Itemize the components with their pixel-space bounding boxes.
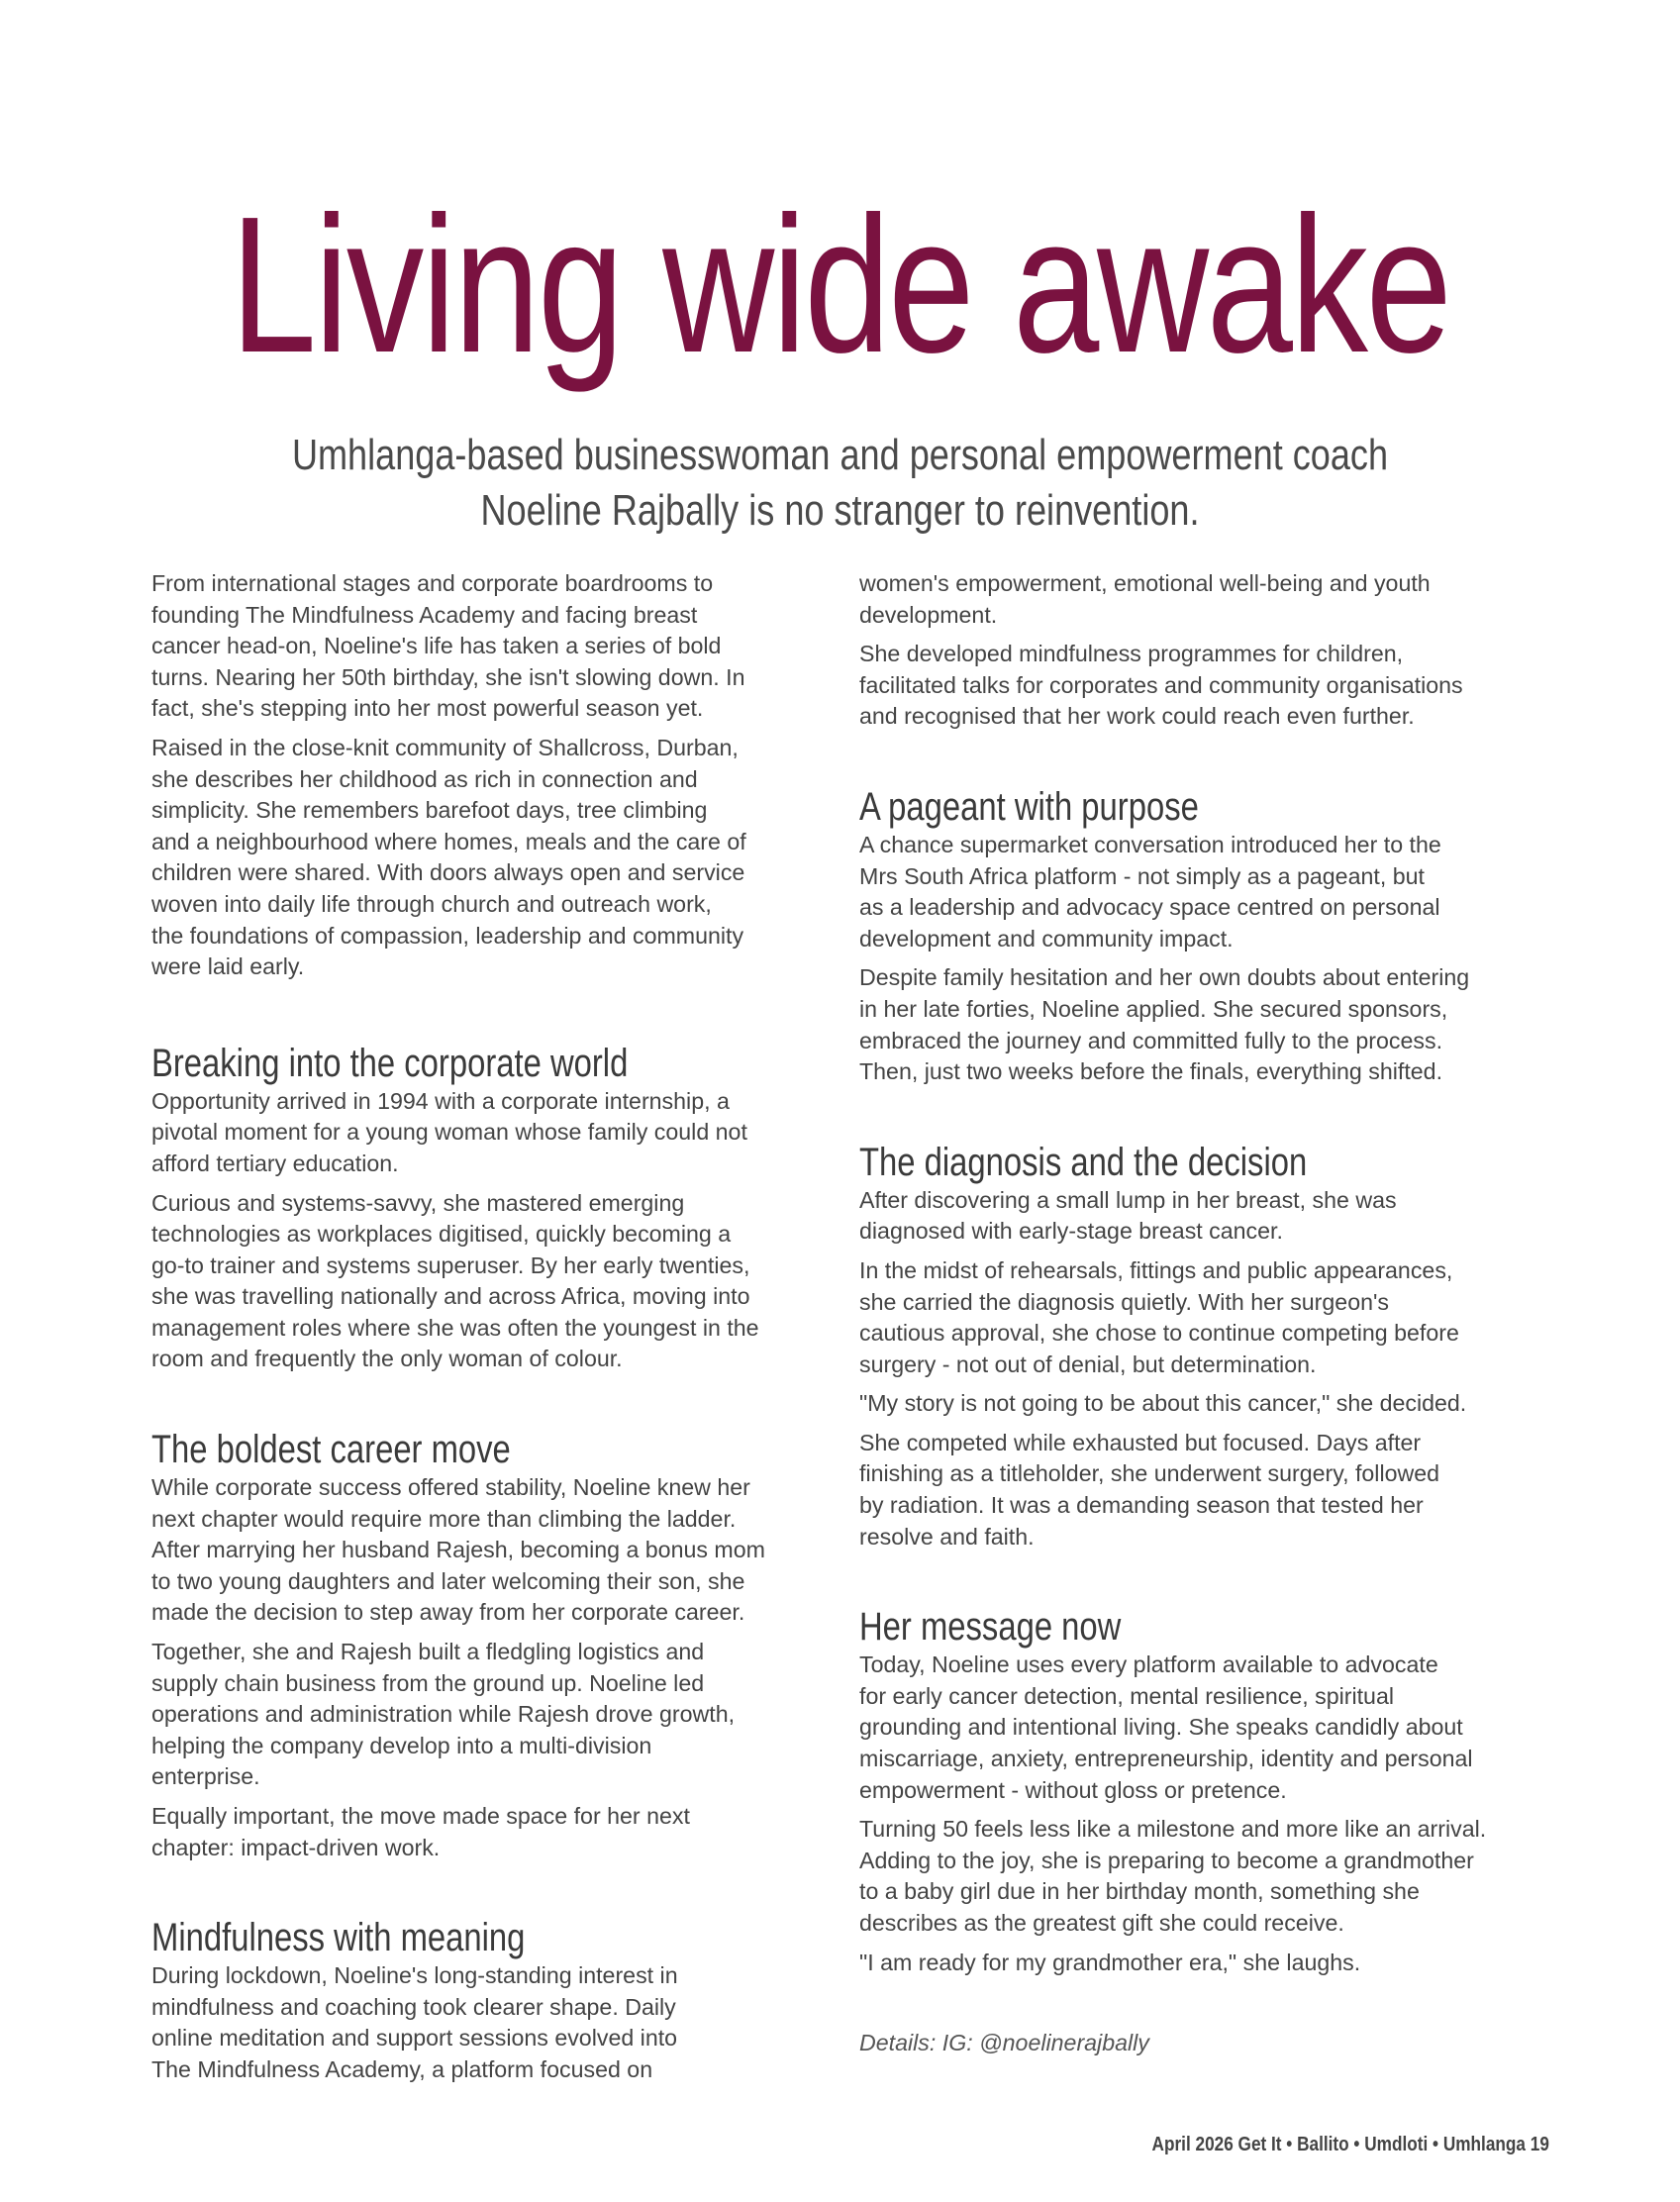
text-line: simplicity. She remembers barefoot days, tree climbing	[151, 797, 708, 824]
text-line: and a neighbourhood where homes, meals and the care of	[151, 828, 746, 854]
text-line: describes as the greatest gift she could receive.	[859, 1910, 1344, 1936]
text-line: go-to trainer and systems superuser. By her early twenties,	[151, 1251, 750, 1278]
text-line: enterprise.	[151, 1763, 260, 1790]
text-line: While corporate success offered stability, Noeline knew her	[151, 1474, 750, 1501]
article-subtitle	[151, 428, 1530, 539]
text-line: Equally important, the move made space for her next	[151, 1803, 690, 1829]
text-line: to a baby girl due in her birthday month, something she	[859, 1878, 1420, 1905]
subtitle-line: Noeline Rajbally is no stranger to reinvention.	[480, 486, 1200, 535]
text-line: From international stages and corporate boardrooms to	[151, 570, 714, 596]
text-line: "My story is not going to be about this cancer," she decided.	[859, 1390, 1467, 1417]
page-footer: April 2026 Get It • Ballito • Umdloti • Umhlanga 19	[1151, 2134, 1549, 2155]
text-line: development.	[859, 601, 998, 628]
text-line: During lockdown, Noeline's long-standing interest in	[151, 1962, 678, 1989]
text-line: mindfulness and coaching took clearer shape. Daily	[151, 1993, 676, 2020]
text-line: fact, she's stepping into her most powerful season yet.	[151, 695, 704, 722]
paragraph	[151, 568, 835, 725]
paragraph	[151, 1637, 835, 1793]
section-heading-message: Her message now	[859, 1605, 1122, 1650]
text-line: room and frequently the only woman of colour.	[151, 1346, 623, 1372]
text-line: women's empowerment, emotional well-being and youth	[859, 570, 1431, 596]
text-line: She competed while exhausted but focused. Days after	[859, 1429, 1422, 1455]
text-line: she was travelling nationally and across Africa, moving into	[151, 1283, 750, 1310]
text-line: management roles where she was often the youngest in the	[151, 1314, 759, 1341]
text-line: online meditation and support sessions evolved into	[151, 2025, 678, 2052]
paragraph	[859, 962, 1542, 1087]
text-line: supply chain business from the ground up. Noeline led	[151, 1669, 705, 1696]
text-line: the foundations of compassion, leadership and community	[151, 922, 744, 949]
paragraph	[151, 1188, 835, 1376]
paragraph	[859, 1185, 1542, 1248]
text-line: Mrs South Africa platform - not simply as a pageant, but	[859, 862, 1425, 889]
text-line: A chance supermarket conversation introduced her to the	[859, 831, 1441, 857]
text-line: next chapter would require more than climbing the ladder.	[151, 1505, 737, 1532]
text-line: development and community impact.	[859, 925, 1234, 951]
section-heading-corporate: Breaking into the corporate world	[151, 1041, 629, 1085]
text-line: Turning 50 feels less like a milestone and more like an arrival.	[859, 1816, 1487, 1843]
text-line: founding The Mindfulness Academy and facing breast	[151, 601, 698, 628]
right-column	[859, 568, 1542, 2067]
paragraph	[859, 1814, 1542, 1939]
text-line: miscarriage, anxiety, entrepreneurship, identity and personal	[859, 1746, 1473, 1772]
text-line: by radiation. It was a demanding season that tested her	[859, 1492, 1424, 1519]
paragraph	[151, 1960, 835, 2085]
text-line: were laid early.	[151, 953, 305, 980]
text-line: She developed mindfulness programmes for children,	[859, 641, 1404, 667]
quote-paragraph	[859, 1948, 1542, 1979]
text-line: cancer head-on, Noeline's life has taken a series of bold	[151, 633, 722, 659]
text-line: Despite family hesitation and her own doubts about entering	[859, 964, 1470, 991]
text-line: After marrying her husband Rajesh, becoming a bonus mom	[151, 1537, 765, 1563]
text-line: facilitated talks for corporates and community organisations	[859, 671, 1463, 698]
text-line: resolve and faith.	[859, 1523, 1035, 1550]
text-line: in her late forties, Noeline applied. She secured sponsors,	[859, 995, 1448, 1022]
text-line: pivotal moment for a young woman whose family could not	[151, 1119, 747, 1146]
left-column	[151, 568, 835, 2094]
details-instagram: Details: IG: @noelinerajbally	[859, 2030, 1149, 2056]
paragraph	[859, 1650, 1542, 1806]
text-line: chapter: impact-driven work.	[151, 1834, 441, 1860]
paragraph	[151, 1472, 835, 1629]
section-heading-diagnosis: The diagnosis and the decision	[859, 1140, 1308, 1184]
text-line: cautious approval, she chose to continue competing before	[859, 1320, 1459, 1347]
text-line: helping the company develop into a multi-division	[151, 1732, 652, 1758]
text-line: children were shared. With doors always open and service	[151, 859, 745, 886]
text-line: turns. Nearing her 50th birthday, she isn't slowing down. In	[151, 663, 745, 690]
quote-paragraph	[859, 1388, 1542, 1420]
text-line: for early cancer detection, mental resilience, spiritual	[859, 1682, 1395, 1709]
text-line: finishing as a titleholder, she underwent surgery, followed	[859, 1460, 1440, 1487]
text-line: diagnosed with early-stage breast cancer.	[859, 1218, 1283, 1245]
text-line: Curious and systems-savvy, she mastered emerging	[151, 1189, 685, 1216]
text-line: Adding to the joy, she is preparing to become a grandmother	[859, 1847, 1474, 1873]
text-line: Raised in the close-knit community of Shallcross, Durban,	[151, 734, 739, 760]
paragraph	[859, 1428, 1542, 1552]
text-line: empowerment - without gloss or pretence.	[859, 1776, 1287, 1803]
text-line: In the midst of rehearsals, fittings and public appearances,	[859, 1256, 1453, 1283]
text-line: The Mindfulness Academy, a platform focused on	[151, 2055, 653, 2082]
text-line: Together, she and Rajesh built a fledgling logistics and	[151, 1639, 705, 1665]
text-line: as a leadership and advocacy space centred on personal	[859, 894, 1440, 921]
text-line: made the decision to step away from her corporate career.	[151, 1599, 745, 1626]
text-line: Then, just two weeks before the finals, everything shifted.	[859, 1058, 1443, 1085]
paragraph	[859, 568, 1542, 631]
article-title: Living wide awake	[230, 176, 1450, 393]
text-line: and recognised that her work could reach even further.	[859, 703, 1415, 730]
paragraph	[859, 830, 1542, 954]
text-line: surgery - not out of denial, but determination.	[859, 1351, 1317, 1377]
paragraph	[859, 639, 1542, 733]
paragraph	[859, 1255, 1542, 1380]
section-heading-boldest-move: The boldest career move	[151, 1428, 511, 1472]
text-line: operations and administration while Rajesh drove growth,	[151, 1701, 736, 1728]
text-line: grounding and intentional living. She speaks candidly about	[859, 1714, 1463, 1741]
text-line: woven into daily life through church and outreach work,	[151, 890, 712, 917]
text-line: she carried the diagnosis quietly. With her surgeon's	[859, 1288, 1390, 1315]
text-line: Opportunity arrived in 1994 with a corporate internship, a	[151, 1087, 730, 1114]
paragraph	[151, 1801, 835, 1863]
text-line: technologies as workplaces digitised, quickly becoming a	[151, 1221, 732, 1248]
section-heading-pageant: A pageant with purpose	[859, 784, 1199, 829]
subtitle-line: Umhlanga-based businesswoman and personal empowerment coach	[291, 431, 1389, 479]
text-line: she describes her childhood as rich in connection and	[151, 765, 698, 792]
text-line: After discovering a small lump in her breast, she was	[859, 1186, 1397, 1213]
text-line: "I am ready for my grandmother era," she laughs.	[859, 1949, 1361, 1975]
paragraph	[151, 1086, 835, 1180]
text-line: afford tertiary education.	[151, 1150, 399, 1176]
paragraph	[151, 733, 835, 983]
section-heading-mindfulness: Mindfulness with meaning	[151, 1916, 526, 1960]
text-line: embraced the journey and committed fully to the process.	[859, 1027, 1443, 1053]
text-line: Today, Noeline uses every platform available to advocate	[859, 1652, 1438, 1678]
text-line: to two young daughters and later welcoming their son, she	[151, 1567, 745, 1594]
